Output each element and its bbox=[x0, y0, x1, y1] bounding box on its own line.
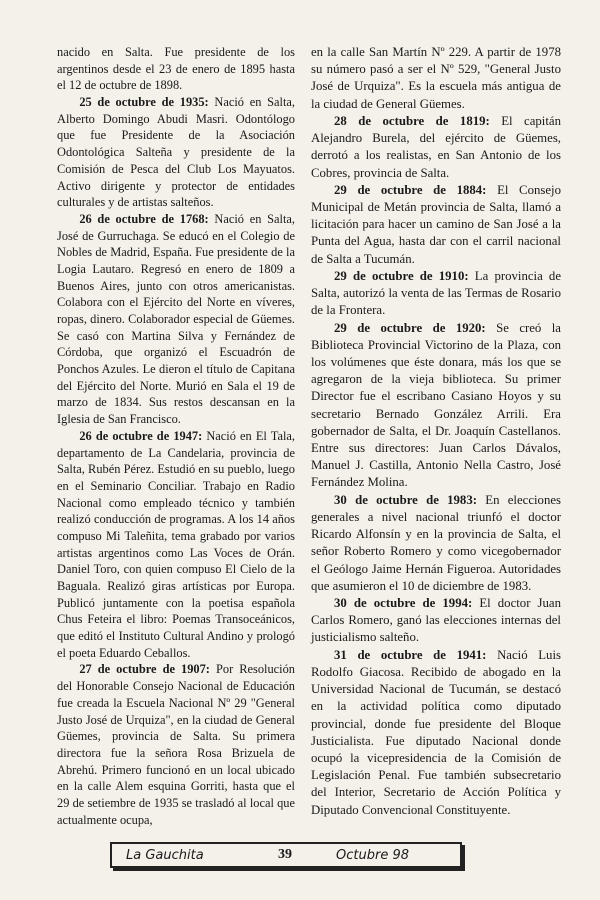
page-footer bbox=[110, 842, 462, 868]
entry-text: Se creó la Biblioteca Provincial Victorino de la Plaza, con los volúmenes que éste donara, más los que se agregaron de la vieja biblioteca. Su primer Director fue el escribano Casiano Hoyos y su secretario Bernado González Arrili. Era gobernador de Salta, el Dr. Joaquín Castellanos. Entre sus directores: Juan Carlos Dávalos, Manuel J. Castilla, Antonio Nella Castro, José Fernández Molina. bbox=[311, 320, 561, 490]
entry-date: 27 de octubre de 1907: bbox=[79, 662, 210, 677]
entry-1907-10-27 bbox=[57, 661, 295, 828]
entry-continuation: nacido en Salta. Fue presidente de los argentinos desde el 23 de enero de 1895 hasta el 12 de octubre de 1898. bbox=[57, 45, 295, 93]
entry-text: Por Resolución del Honorable Consejo Nacional de Educación fue creada la Escuela Nacional Nº 29 "General Justo José de Urquiza", en la ciudad de General Güemes, provincia de Salta. Su primera directora fue la señora Rosa Brizuela de Abrehú. Primero funcionó en un local ubicado en la calle Alem esquina Gorriti, hasta que el 29 de setiembre de 1935 se trasladó al local que actualmente ocupa, bbox=[57, 662, 295, 827]
entry-1935-10-25 bbox=[57, 94, 295, 211]
entry-continuation: en la calle San Martín Nº 229. A partir de 1978 su número pasó a ser el Nº 529, "General Justo José de Urquiza". Es la escuela más antigua de la ciudad de General Güemes. bbox=[311, 45, 561, 111]
entry-text: El doctor Juan Carlos Romero, ganó las elecciones internas del justicialismo salteño. bbox=[311, 596, 561, 645]
entry-1920-10-29 bbox=[311, 320, 561, 492]
entry-text: Nació Luis Rodolfo Giacosa. Recibido de abogado en la Universidad Nacional de Tucumán, se destacó en la actividad política como diputado provincial, donde fue presidente del Bloque Justicialista. Fue diputado Nacional donde ocupó la vicepresidencia de la Comisión de Legislación Penal. Fue también subsecretario del Interior, Secretario de Acción Política y Diputado Convencional Constituyente. bbox=[311, 647, 561, 817]
entry-date: 29 de octubre de 1910: bbox=[334, 268, 469, 283]
entry-text: La provincia de Salta, autorizó la venta de las Termas de Rosario de la Frontera. bbox=[311, 268, 562, 318]
entry-text: Nació en Salta, Alberto Domingo Abudi Masri. Odontólogo que fue Presidente de la Asociación Odontológica Salteña y presidente de la Comisión de Pesca del Club Los Mayuatos. Activo dirigente y protector de entidades culturales y de artistas salteños. bbox=[57, 95, 295, 210]
entry-1983-10-30 bbox=[311, 492, 561, 595]
page-number: 39 bbox=[278, 847, 292, 862]
entry-1768-10-26 bbox=[57, 211, 295, 428]
entry-1884-10-29 bbox=[311, 182, 561, 268]
entry-date: 26 de octubre de 1947: bbox=[79, 428, 203, 443]
entry-date: 25 de octubre de 1935: bbox=[79, 95, 209, 110]
entry-text: Nació en Salta, José de Gurruchaga. Se educó en el Colegio de Nobles de Madrid, España. Fue presidente de la Logia Lautaro. Regresó en enero de 1809 a Buenos Aires, junto con otros americanistas. Colabora con el Ejército del Norte en víveres, ropas, dinero. Colaborador especial de Güemes. Se casó con Martina Silva y Fernández de Córdoba, que organizó el Escuadrón de Ponchos Azules. Le dieron el título de Capitana del Ejército del Norte. Murió en Sala el 19 de marzo de 1834. Sus restos descansan en la Iglesia de San Francisco. bbox=[57, 211, 295, 427]
entry-1947-10-26 bbox=[57, 428, 295, 662]
entry-date: 30 de octubre de 1983: bbox=[334, 492, 477, 507]
entry-text: En elecciones generales a nivel nacional triunfó el doctor Ricardo Alfonsín y en la provincia de Salta, el señor Roberto Romero y como vicegobernador el Geólogo Jaime Hernán Figueroa. Autoridades que asumieron el 10 de diciembre de 1983. bbox=[311, 492, 562, 593]
entry-date: 31 de octubre de 1941: bbox=[334, 647, 487, 662]
entry-1994-10-30 bbox=[311, 595, 561, 647]
entry-1910-10-29 bbox=[311, 268, 561, 320]
entry-1941-10-31 bbox=[311, 647, 561, 819]
left-column bbox=[57, 44, 295, 828]
entry-date: 29 de octubre de 1884: bbox=[334, 182, 487, 197]
issue-date: Octubre 98 bbox=[336, 847, 409, 863]
entry-date: 28 de octubre de 1819: bbox=[334, 113, 490, 128]
entry-text: El capitán Alejandro Burela, del ejército de Güemes, derrotó a los realistas, en San Antonio de los Cobres, provincia de Salta. bbox=[311, 113, 561, 180]
entry-1819-10-28 bbox=[311, 113, 561, 182]
entry-text: Nació en El Tala, departamento de La Candelaria, provincia de Salta, Rubén Pérez. Estudió en su pueblo, luego en el Seminario Conciliar. Trabajo en Radio Nacional como empleado técnico y también realizó conducción de programas. A los 14 años compuso Mi Taleñita, tema grabado por varios artistas argentinos como Las Voces de Orán. Daniel Toro, con quien compuso El Cielo de la Baguala. Realizó giras artísticas por Europa. Publicó juntamente con la poetisa española Chus Feteira el libro: Poemas Transoceánicos, que editó el Instituto Cultural Andino y prologó el poeta Eduardo Ceballos. bbox=[57, 428, 295, 660]
entry-date: 29 de octubre de 1920: bbox=[334, 320, 486, 335]
right-column bbox=[311, 44, 561, 819]
entry-text: El Consejo Municipal de Metán provincia de Salta, llamó a licitación para hacer un camino de San José a la Punta del Agua, hasta dar con el carril nacional de Salta a Tucumán. bbox=[311, 182, 562, 266]
entry-date: 26 de octubre de 1768: bbox=[79, 211, 209, 226]
publication-name: La Gauchita bbox=[126, 847, 204, 863]
entry-date: 30 de octubre de 1994: bbox=[334, 596, 473, 610]
